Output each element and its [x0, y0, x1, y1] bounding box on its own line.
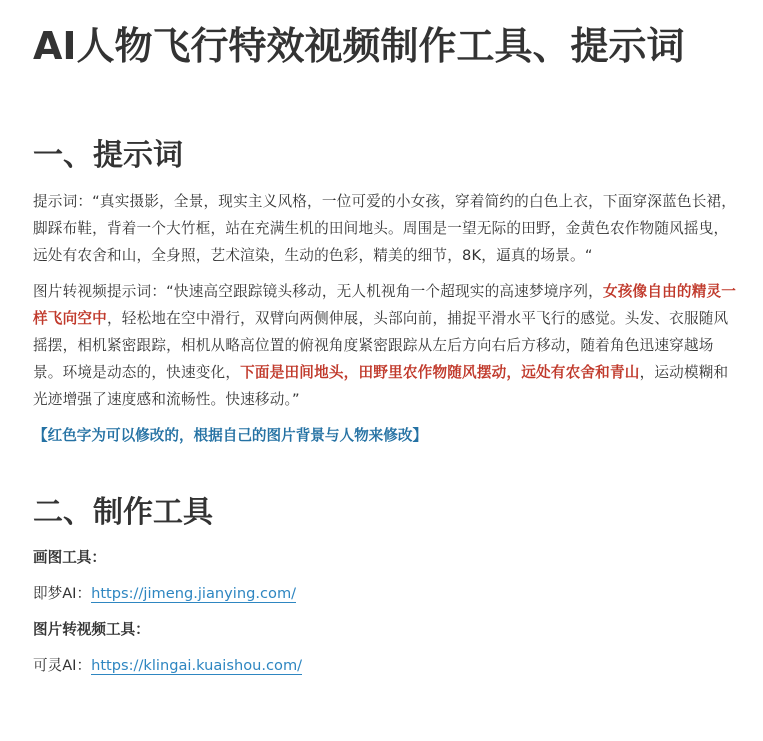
video-prompt-paragraph — [33, 278, 737, 413]
video-prompt-text: 图片转视频提示词：“快速高空跟踪镜头移动，无人机视角一个超现实的高速梦境序列， — [33, 283, 603, 300]
image-prompt-paragraph: 提示词：“真实摄影，全景，现实主义风格，一位可爱的小女孩，穿着简约的白色上衣，下面穿深蓝色长裙，脚踩布鞋，背着一个大竹框，站在充满生机的田间地头。周围是一望无际的田野，金黄色农作物随风摇曳，远处有农舍和山，全身照，艺术渲染，生动的色彩，精美的细节，8K，逼真的场景。“ — [33, 193, 737, 264]
video-tool-name: 可灵AI： — [33, 657, 92, 674]
klingai-link[interactable]: https://klingai.kuaishou.com/ — [91, 657, 303, 674]
editable-red-text: 女孩像自由的精灵一样飞向空中 — [33, 283, 737, 327]
section-heading-prompts: 一、提示词 — [33, 138, 183, 173]
video-prompt-text: ，轻松地在空中滑行，双臂向两侧伸展，头部向前，捕捉平滑水平飞行的感觉。头发、衣服随风摇摆，相机紧密跟踪，相机从略高位置的俯视角度紧密跟踪从左后方向右后方移动，随着角色迅速穿越场景。环境是动态的，快速变化， — [33, 310, 729, 381]
video-tool-label: 图片转视频工具： — [33, 621, 150, 638]
section-heading-tools: 二、制作工具 — [33, 495, 213, 530]
draw-tool-label: 画图工具： — [33, 549, 106, 566]
draw-tool-line — [33, 576, 737, 612]
video-prompt-text: ，运动模糊和光迹增强了速度感和流畅性。快速移动。” — [33, 364, 729, 408]
page-title: AI人物飞行特效视频制作工具、提示词 — [33, 24, 685, 68]
editable-red-text: 下面是田间地头，田野里农作物随风摆动，远处有农舍和青山 — [240, 364, 640, 381]
jimeng-link[interactable]: https://jimeng.jianying.com/ — [91, 585, 297, 602]
video-tool-line — [33, 648, 737, 684]
draw-tool-name: 即梦AI： — [33, 585, 92, 602]
edit-note: 【红色字为可以修改的，根据自己的图片背景与人物来修改】 — [33, 427, 428, 444]
